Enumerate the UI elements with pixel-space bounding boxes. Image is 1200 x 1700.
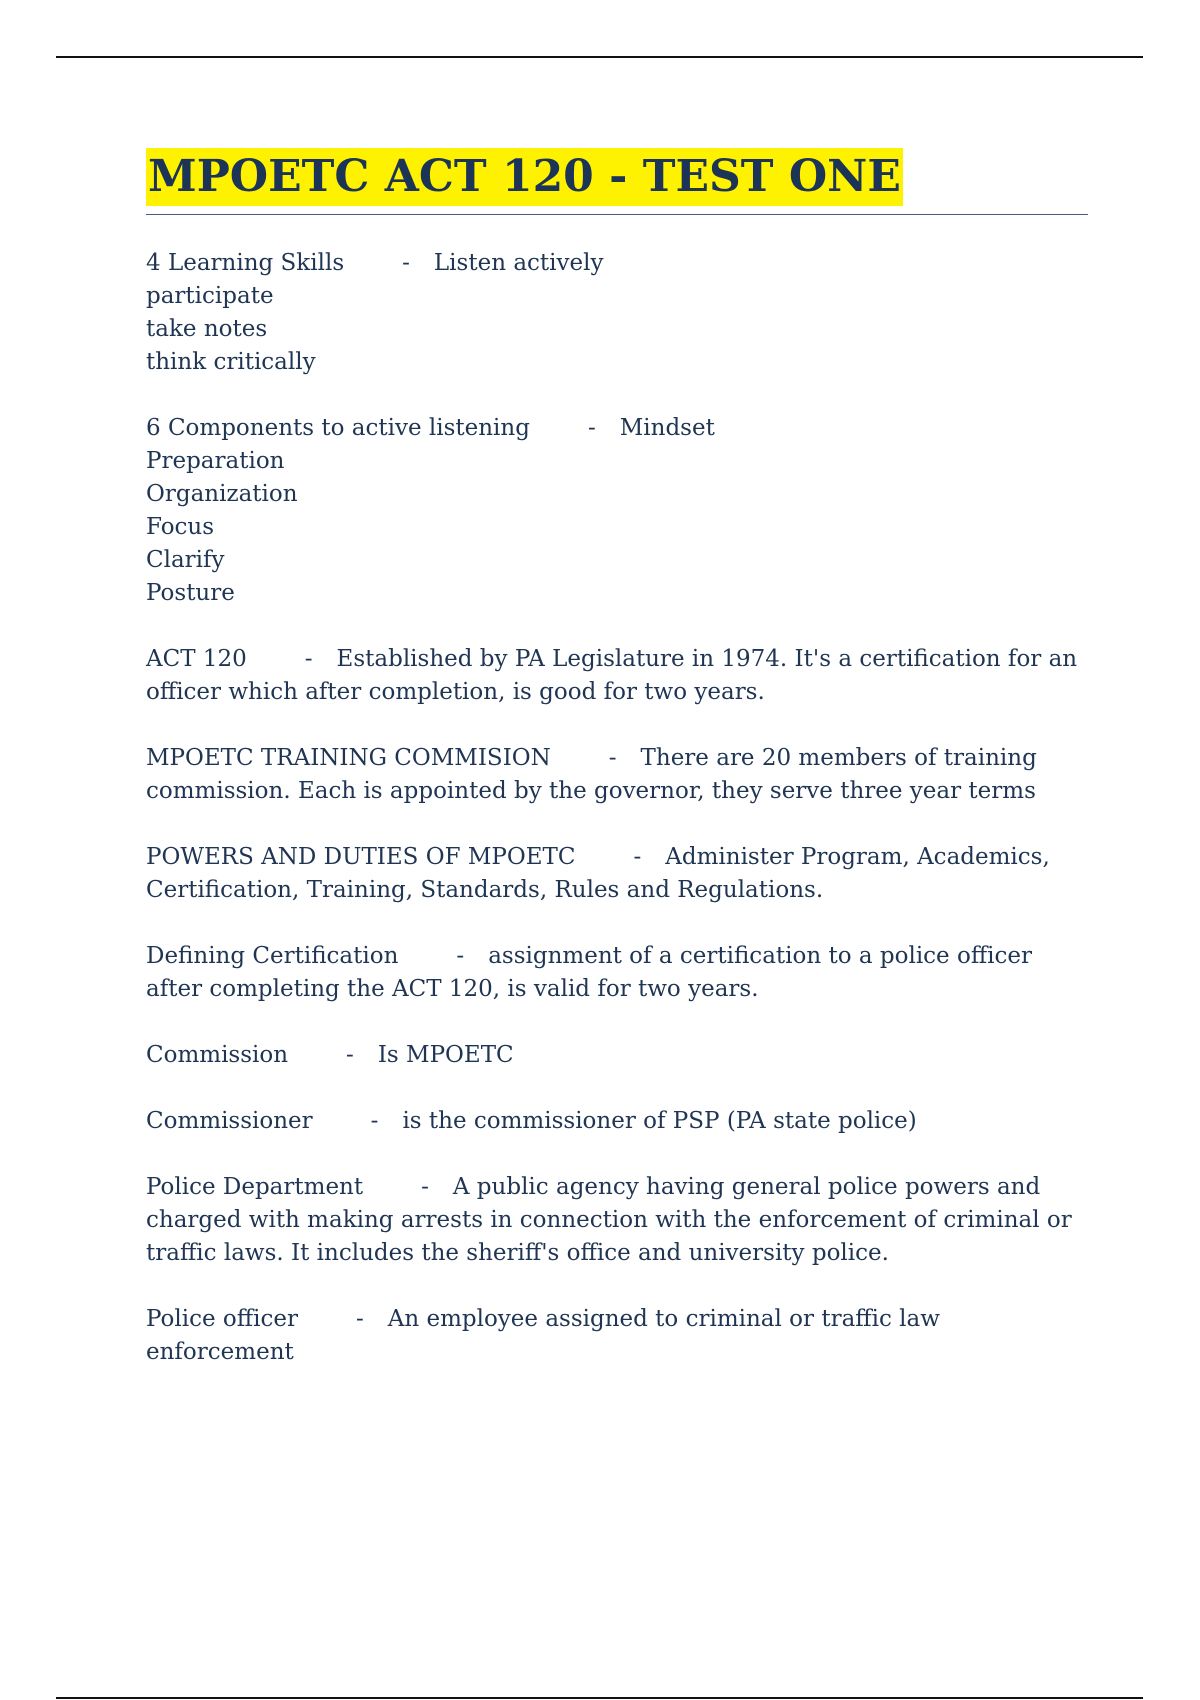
entry-term: 6 Components to active listening [146,415,530,441]
entry-term: Police officer [146,1306,298,1332]
flashcard-entry [146,841,1088,907]
entry-definition: assignment of a certification to a police officer after completing the ACT 120, is valid for two years. [146,943,1033,1002]
entry-separator: - [633,844,642,870]
flashcard-entry [146,1105,1088,1138]
flashcard-entry [146,1039,1088,1072]
entry-definition: is the commissioner of PSP (PA state police) [402,1108,917,1134]
entry-separator: - [608,745,617,771]
entry-definition: Is MPOETC [377,1042,514,1068]
flashcard-entry [146,412,1088,610]
entry-term: ACT 120 [146,646,247,672]
entry-separator: - [456,943,465,969]
entry-list-line: Preparation [146,448,285,474]
entry-definition: Mindset [619,415,715,441]
entry-list-line: take notes [146,316,268,342]
entry-term: 4 Learning Skills [146,250,345,276]
entry-definition: Listen actively [433,250,604,276]
entry-list-line: participate [146,283,274,309]
entry-term: Police Department [146,1174,364,1200]
entry-separator: - [370,1108,379,1134]
entry-definition: Administer Program, Academics, Certification, Training, Standards, Rules and Regulations. [146,844,1050,903]
bottom-rule [56,1697,1143,1699]
entry-term: MPOETC TRAINING COMMISION [146,745,551,771]
top-rule [56,56,1143,58]
entry-separator: - [304,646,313,672]
entry-term: POWERS AND DUTIES OF MPOETC [146,844,576,870]
entry-separator: - [402,250,410,276]
title-block [146,148,1088,215]
flashcard-entry [146,940,1088,1006]
entry-separator: - [355,1306,364,1332]
flashcard-entry [146,643,1088,709]
document-body [146,148,1088,1402]
entry-term: Defining Certification [146,943,399,969]
flashcard-entry [146,742,1088,808]
entry-list-line: think critically [146,349,316,375]
entry-definition: An employee assigned to criminal or traffic law enforcement [146,1306,940,1365]
entry-term: Commissioner [146,1108,313,1134]
entry-term: Commission [146,1042,289,1068]
entry-separator: - [346,1042,354,1068]
entry-definition: A public agency having general police powers and charged with making arrests in connection with the enforcement of criminal or traffic laws. It includes the sheriff's office and university police. [146,1174,1072,1266]
entry-definition: Established by PA Legislature in 1974. It's a certification for an officer which after completion, is good for two years. [146,646,1078,705]
document-title: MPOETC ACT 120 - TEST ONE [146,148,903,206]
flashcard-entry [146,247,1088,379]
entry-separator: - [587,415,596,441]
flashcard-entry [146,1303,1088,1369]
flashcard-entry [146,1171,1088,1270]
entry-definition: There are 20 members of training commission. Each is appointed by the governor, they serve three year terms [146,745,1037,804]
entry-list-line: Focus [146,514,215,540]
entry-separator: - [421,1174,429,1200]
entry-list-line: Posture [146,580,235,606]
entry-list-line: Clarify [146,547,225,573]
entry-list-line: Organization [146,481,298,507]
